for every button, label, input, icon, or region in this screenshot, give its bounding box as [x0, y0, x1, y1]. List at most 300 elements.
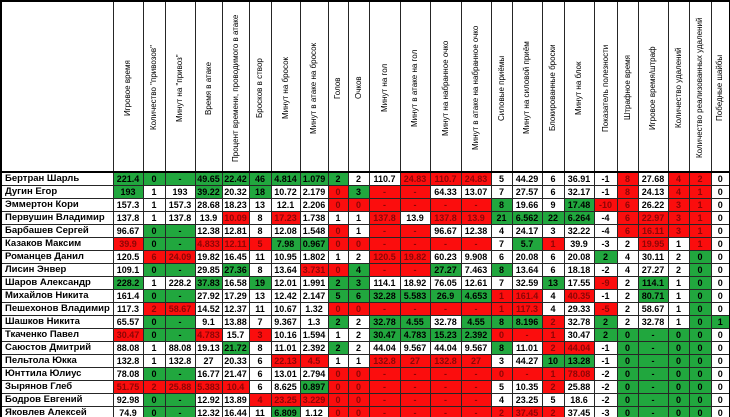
stat-cell[interactable]: - — [430, 303, 461, 316]
stat-cell[interactable]: 0 — [328, 303, 348, 316]
stat-cell[interactable]: 4 — [542, 303, 564, 316]
stat-cell[interactable]: - — [461, 238, 491, 251]
stat-cell[interactable]: 11.01 — [512, 342, 542, 355]
stat-cell[interactable]: -10 — [594, 199, 617, 212]
column-header[interactable] — [165, 1, 195, 172]
stat-cell[interactable]: 4.55 — [400, 316, 430, 329]
stat-cell[interactable]: 36.91 — [564, 172, 594, 186]
stat-cell[interactable]: 2 — [542, 381, 564, 394]
stat-cell[interactable]: 39.9 — [564, 238, 594, 251]
stat-cell[interactable]: 0 — [143, 394, 165, 407]
stat-cell[interactable]: - — [369, 238, 400, 251]
stat-cell[interactable]: 27 — [461, 355, 491, 368]
stat-cell[interactable]: 2 — [328, 316, 348, 329]
stat-cell[interactable]: 4 — [348, 264, 369, 277]
stat-cell[interactable]: 4.5 — [300, 355, 328, 368]
stat-cell[interactable]: 12.01 — [271, 277, 300, 290]
stat-cell[interactable]: 0 — [689, 407, 711, 417]
player-name-cell[interactable]: Пельтола Юкка — [1, 355, 113, 368]
column-header[interactable] — [668, 1, 689, 172]
stat-cell[interactable]: 1.3 — [300, 316, 328, 329]
stat-cell[interactable]: 25.88 — [564, 381, 594, 394]
stat-cell[interactable]: 6 — [491, 251, 512, 264]
stat-cell[interactable]: - — [369, 199, 400, 212]
stat-cell[interactable]: 12.32 — [195, 407, 222, 417]
stat-cell[interactable]: 49.65 — [195, 172, 222, 186]
column-header[interactable] — [271, 1, 300, 172]
stat-cell[interactable]: 12.1 — [271, 199, 300, 212]
stat-cell[interactable]: 0 — [711, 329, 730, 342]
stat-cell[interactable]: 8 — [617, 172, 638, 186]
stat-cell[interactable]: 2 — [348, 342, 369, 355]
stat-cell[interactable]: 193 — [113, 186, 143, 199]
stat-cell[interactable]: 137.8 — [113, 212, 143, 225]
stat-cell[interactable]: 32.78 — [369, 316, 400, 329]
stat-cell[interactable]: -4 — [594, 212, 617, 225]
stat-cell[interactable]: 1.991 — [300, 277, 328, 290]
stat-cell[interactable]: 0 — [711, 407, 730, 417]
stat-cell[interactable]: 18.18 — [564, 264, 594, 277]
stat-cell[interactable]: 0 — [711, 394, 730, 407]
player-name-cell[interactable]: Романцев Данил — [1, 251, 113, 264]
stat-cell[interactable]: 9.1 — [195, 316, 222, 329]
stat-cell[interactable]: 15.23 — [430, 329, 461, 342]
stat-cell[interactable]: 0.967 — [300, 238, 328, 251]
stat-cell[interactable]: 32.28 — [369, 290, 400, 303]
stat-cell[interactable]: - — [638, 342, 668, 355]
stat-cell[interactable]: 0 — [711, 277, 730, 290]
player-name-cell[interactable]: Бертран Шарль — [1, 172, 113, 186]
stat-cell[interactable]: - — [638, 329, 668, 342]
stat-cell[interactable]: -1 — [594, 290, 617, 303]
stat-cell[interactable]: 2.794 — [300, 368, 328, 381]
stat-cell[interactable]: 2 — [328, 172, 348, 186]
stat-cell[interactable]: 30.47 — [564, 329, 594, 342]
stat-cell[interactable]: 0 — [328, 381, 348, 394]
stat-cell[interactable]: 10.09 — [222, 212, 249, 225]
stat-cell[interactable]: 7 — [249, 316, 271, 329]
stat-cell[interactable]: - — [400, 407, 430, 417]
stat-cell[interactable]: 0 — [348, 303, 369, 316]
stat-cell[interactable]: -1 — [594, 186, 617, 199]
stat-cell[interactable]: - — [638, 368, 668, 381]
stat-cell[interactable]: 4.55 — [461, 316, 491, 329]
stat-cell[interactable]: 161.4 — [113, 290, 143, 303]
stat-cell[interactable]: 228.2 — [165, 277, 195, 290]
stat-cell[interactable]: 0 — [617, 394, 638, 407]
stat-cell[interactable]: 2 — [617, 303, 638, 316]
stat-cell[interactable]: 10.95 — [271, 251, 300, 264]
stat-cell[interactable]: 1 — [668, 303, 689, 316]
stat-cell[interactable]: 39.9 — [113, 238, 143, 251]
stat-cell[interactable]: - — [400, 238, 430, 251]
stat-cell[interactable]: 16.45 — [222, 251, 249, 264]
stat-cell[interactable]: - — [165, 264, 195, 277]
stat-cell[interactable]: - — [369, 186, 400, 199]
stat-cell[interactable]: 17.48 — [564, 199, 594, 212]
stat-cell[interactable]: 16.11 — [638, 225, 668, 238]
stat-cell[interactable]: 2 — [348, 329, 369, 342]
stat-cell[interactable]: 0 — [689, 394, 711, 407]
stat-cell[interactable]: 8 — [491, 316, 512, 329]
stat-cell[interactable]: 157.3 — [113, 199, 143, 212]
stat-cell[interactable]: 2 — [328, 342, 348, 355]
player-name-cell[interactable]: Юнттила Юлиус — [1, 368, 113, 381]
stat-cell[interactable]: 8 — [491, 199, 512, 212]
stat-cell[interactable]: 11.01 — [271, 342, 300, 355]
column-header[interactable] — [638, 1, 668, 172]
stat-cell[interactable]: 6 — [542, 172, 564, 186]
stat-cell[interactable]: 114.1 — [369, 277, 400, 290]
stat-cell[interactable]: 8 — [617, 186, 638, 199]
column-header[interactable] — [143, 1, 165, 172]
stat-cell[interactable]: 92.98 — [113, 394, 143, 407]
stat-cell[interactable]: 4 — [491, 225, 512, 238]
stat-cell[interactable]: 4 — [249, 394, 271, 407]
stat-cell[interactable]: 0 — [668, 368, 689, 381]
stat-cell[interactable]: 4.783 — [400, 329, 430, 342]
stat-cell[interactable]: - — [165, 394, 195, 407]
stat-cell[interactable]: 32.78 — [430, 316, 461, 329]
stat-cell[interactable]: 44.04 — [564, 342, 594, 355]
stat-cell[interactable]: 0 — [711, 186, 730, 199]
stat-cell[interactable]: - — [400, 186, 430, 199]
stat-cell[interactable]: 0 — [689, 329, 711, 342]
stat-cell[interactable]: 1 — [668, 238, 689, 251]
stat-cell[interactable]: 4 — [542, 290, 564, 303]
stat-cell[interactable]: 2 — [594, 251, 617, 264]
stat-cell[interactable]: 0 — [689, 251, 711, 264]
stat-cell[interactable]: 7.463 — [461, 264, 491, 277]
stat-cell[interactable]: 1.548 — [300, 225, 328, 238]
stat-cell[interactable]: - — [512, 368, 542, 381]
stat-cell[interactable]: 10.72 — [271, 186, 300, 199]
stat-cell[interactable]: - — [430, 238, 461, 251]
stat-cell[interactable]: 37.83 — [195, 277, 222, 290]
stat-cell[interactable]: - — [165, 172, 195, 186]
stat-cell[interactable]: 14.52 — [195, 303, 222, 316]
stat-cell[interactable]: 1 — [542, 368, 564, 381]
player-name-cell[interactable]: Зырянов Глеб — [1, 381, 113, 394]
stat-cell[interactable]: 40.35 — [564, 290, 594, 303]
stat-cell[interactable]: - — [430, 381, 461, 394]
stat-cell[interactable]: 2.392 — [461, 329, 491, 342]
stat-cell[interactable]: 6 — [617, 212, 638, 225]
stat-cell[interactable]: - — [165, 316, 195, 329]
stat-cell[interactable]: 2 — [617, 290, 638, 303]
stat-cell[interactable]: 7 — [491, 186, 512, 199]
stat-cell[interactable]: 0 — [689, 290, 711, 303]
stat-cell[interactable]: 16.44 — [222, 407, 249, 417]
stat-cell[interactable]: 1 — [143, 277, 165, 290]
stat-cell[interactable]: - — [461, 394, 491, 407]
column-header[interactable] — [348, 1, 369, 172]
player-name-cell[interactable]: Эммертон Кори — [1, 199, 113, 212]
stat-cell[interactable]: 26.9 — [430, 290, 461, 303]
stat-cell[interactable]: - — [400, 368, 430, 381]
stat-cell[interactable]: 4 — [617, 251, 638, 264]
stat-cell[interactable]: 4 — [668, 172, 689, 186]
stat-cell[interactable]: 0 — [668, 342, 689, 355]
stat-cell[interactable]: - — [165, 329, 195, 342]
stat-cell[interactable]: 8 — [249, 212, 271, 225]
stat-cell[interactable]: - — [638, 381, 668, 394]
stat-cell[interactable]: 39.22 — [195, 186, 222, 199]
stat-cell[interactable]: 8 — [249, 225, 271, 238]
stat-cell[interactable]: 0 — [143, 238, 165, 251]
stat-cell[interactable]: 20.32 — [222, 186, 249, 199]
stat-cell[interactable]: 18.6 — [564, 394, 594, 407]
stat-cell[interactable]: 1 — [668, 277, 689, 290]
stat-cell[interactable]: 5 — [249, 238, 271, 251]
stat-cell[interactable]: 4 — [617, 264, 638, 277]
stat-cell[interactable]: 32.17 — [564, 186, 594, 199]
stat-cell[interactable]: 96.67 — [430, 225, 461, 238]
stat-cell[interactable]: 13.88 — [222, 316, 249, 329]
stat-cell[interactable]: 1.738 — [300, 212, 328, 225]
stat-cell[interactable]: 15.7 — [222, 329, 249, 342]
stat-cell[interactable]: 27.36 — [222, 264, 249, 277]
stat-cell[interactable]: -3 — [594, 407, 617, 417]
stat-cell[interactable]: -1 — [594, 172, 617, 186]
stat-cell[interactable]: - — [400, 264, 430, 277]
stat-cell[interactable]: 132.8 — [430, 355, 461, 368]
player-name-cell[interactable]: Казаков Максим — [1, 238, 113, 251]
stat-cell[interactable]: 27.27 — [430, 264, 461, 277]
stat-cell[interactable]: 0 — [711, 303, 730, 316]
stat-cell[interactable]: 228.2 — [113, 277, 143, 290]
stat-cell[interactable]: 2 — [617, 238, 638, 251]
stat-cell[interactable]: 0 — [143, 329, 165, 342]
stat-cell[interactable]: 1 — [542, 238, 564, 251]
stat-cell[interactable]: 0 — [143, 368, 165, 381]
stat-cell[interactable]: 110.7 — [369, 172, 400, 186]
stat-cell[interactable]: 2 — [491, 407, 512, 417]
stat-cell[interactable]: 6 — [249, 355, 271, 368]
stat-cell[interactable]: -2 — [594, 264, 617, 277]
stat-cell[interactable]: 46 — [249, 172, 271, 186]
stat-cell[interactable]: 3 — [491, 355, 512, 368]
stat-cell[interactable]: 0 — [491, 368, 512, 381]
stat-cell[interactable]: 13.64 — [512, 264, 542, 277]
stat-cell[interactable]: - — [369, 303, 400, 316]
stat-cell[interactable]: 2 — [594, 316, 617, 329]
stat-cell[interactable]: 2 — [542, 407, 564, 417]
stat-cell[interactable]: 2 — [542, 342, 564, 355]
stat-cell[interactable]: 12.38 — [461, 225, 491, 238]
column-header[interactable] — [430, 1, 461, 172]
stat-cell[interactable]: 3 — [348, 186, 369, 199]
stat-cell[interactable]: 0 — [348, 368, 369, 381]
stat-cell[interactable]: - — [638, 394, 668, 407]
stat-cell[interactable]: 2.392 — [300, 342, 328, 355]
stat-cell[interactable]: - — [400, 199, 430, 212]
stat-cell[interactable]: -5 — [594, 303, 617, 316]
stat-cell[interactable]: 13.9 — [195, 212, 222, 225]
stat-cell[interactable]: 2 — [348, 251, 369, 264]
player-name-cell[interactable]: Саюстов Дмитрий — [1, 342, 113, 355]
stat-cell[interactable]: 11 — [249, 251, 271, 264]
stat-cell[interactable]: 1 — [328, 251, 348, 264]
stat-cell[interactable]: - — [430, 199, 461, 212]
stat-cell[interactable]: 60.23 — [430, 251, 461, 264]
stat-cell[interactable]: 78.08 — [113, 368, 143, 381]
stat-cell[interactable]: 13.89 — [222, 394, 249, 407]
stat-cell[interactable]: 6 — [348, 290, 369, 303]
stat-cell[interactable]: 0 — [711, 199, 730, 212]
stat-cell[interactable]: 13 — [249, 290, 271, 303]
stat-cell[interactable]: 0 — [348, 199, 369, 212]
stat-cell[interactable]: 5 — [328, 290, 348, 303]
stat-cell[interactable]: 32.22 — [564, 225, 594, 238]
stat-cell[interactable]: 1 — [689, 212, 711, 225]
stat-cell[interactable]: 9.567 — [461, 342, 491, 355]
stat-cell[interactable]: 7.98 — [271, 238, 300, 251]
stat-cell[interactable]: 22.42 — [222, 172, 249, 186]
stat-cell[interactable]: 58.67 — [165, 303, 195, 316]
stat-cell[interactable]: 110.7 — [430, 172, 461, 186]
stat-cell[interactable]: - — [638, 407, 668, 417]
player-name-cell[interactable]: Лисин Энвер — [1, 264, 113, 277]
stat-cell[interactable]: - — [430, 394, 461, 407]
stat-cell[interactable]: 2 — [328, 277, 348, 290]
stat-cell[interactable]: - — [461, 199, 491, 212]
stat-cell[interactable]: 44.27 — [512, 355, 542, 368]
stat-cell[interactable]: 0 — [143, 290, 165, 303]
stat-cell[interactable]: 13.64 — [271, 264, 300, 277]
stat-cell[interactable]: 2.179 — [300, 186, 328, 199]
stat-cell[interactable]: -4 — [594, 225, 617, 238]
stat-cell[interactable]: 21 — [491, 212, 512, 225]
corner-cell[interactable] — [1, 1, 113, 172]
player-name-cell[interactable]: Барбашев Сергей — [1, 225, 113, 238]
stat-cell[interactable]: - — [369, 225, 400, 238]
stat-cell[interactable]: 0 — [617, 342, 638, 355]
stat-cell[interactable]: 0 — [617, 407, 638, 417]
stat-cell[interactable]: 0 — [143, 264, 165, 277]
stat-cell[interactable]: 78.08 — [564, 368, 594, 381]
stat-cell[interactable]: - — [400, 303, 430, 316]
stat-cell[interactable]: 19.66 — [512, 199, 542, 212]
column-header[interactable] — [195, 1, 222, 172]
stat-cell[interactable]: 13.01 — [271, 368, 300, 381]
stat-cell[interactable]: 1 — [328, 212, 348, 225]
stat-cell[interactable]: - — [461, 303, 491, 316]
stat-cell[interactable]: -3 — [594, 238, 617, 251]
stat-cell[interactable]: 0 — [328, 264, 348, 277]
stat-cell[interactable]: 44.29 — [512, 172, 542, 186]
stat-cell[interactable]: 19 — [249, 277, 271, 290]
stat-cell[interactable]: 5 — [491, 172, 512, 186]
stat-cell[interactable]: 0 — [348, 238, 369, 251]
stat-cell[interactable]: 0 — [328, 368, 348, 381]
stat-cell[interactable]: 0 — [711, 381, 730, 394]
column-header[interactable] — [400, 1, 430, 172]
stat-cell[interactable]: - — [461, 381, 491, 394]
stat-cell[interactable]: 24.83 — [461, 172, 491, 186]
stat-cell[interactable]: 6.809 — [271, 407, 300, 417]
stat-cell[interactable]: 12.38 — [195, 225, 222, 238]
player-name-cell[interactable]: Бодров Евгений — [1, 394, 113, 407]
stat-cell[interactable]: 13.9 — [400, 212, 430, 225]
stat-cell[interactable]: 2 — [617, 316, 638, 329]
stat-cell[interactable]: 0.897 — [300, 381, 328, 394]
stat-cell[interactable]: 74.9 — [113, 407, 143, 417]
stat-cell[interactable]: 3 — [668, 225, 689, 238]
stat-cell[interactable]: 0 — [668, 329, 689, 342]
stat-cell[interactable]: 109.1 — [113, 264, 143, 277]
stat-cell[interactable]: - — [461, 368, 491, 381]
stat-cell[interactable]: 0 — [668, 381, 689, 394]
stat-cell[interactable]: 1 — [348, 225, 369, 238]
stat-cell[interactable]: 2 — [617, 277, 638, 290]
stat-cell[interactable]: 58.67 — [638, 303, 668, 316]
stat-cell[interactable]: 27 — [400, 355, 430, 368]
column-header[interactable] — [491, 1, 512, 172]
stat-cell[interactable]: -2 — [594, 381, 617, 394]
stat-cell[interactable]: 0 — [711, 251, 730, 264]
stat-cell[interactable]: 18 — [249, 186, 271, 199]
stat-cell[interactable]: - — [369, 264, 400, 277]
stat-cell[interactable]: 1 — [143, 212, 165, 225]
player-name-cell[interactable]: Пешехонов Владимир — [1, 303, 113, 316]
stat-cell[interactable]: 12.81 — [222, 225, 249, 238]
column-header[interactable] — [222, 1, 249, 172]
stat-cell[interactable]: 9 — [542, 199, 564, 212]
stat-cell[interactable]: - — [369, 394, 400, 407]
stat-cell[interactable]: 2 — [143, 381, 165, 394]
stat-cell[interactable]: 120.5 — [369, 251, 400, 264]
stat-cell[interactable]: 44.04 — [430, 342, 461, 355]
stat-cell[interactable]: 9.908 — [461, 251, 491, 264]
stat-cell[interactable]: - — [638, 355, 668, 368]
stat-cell[interactable]: 24.13 — [638, 186, 668, 199]
stat-cell[interactable]: 3 — [249, 329, 271, 342]
stat-cell[interactable]: 1 — [491, 290, 512, 303]
column-header[interactable] — [249, 1, 271, 172]
stat-cell[interactable]: 12.92 — [195, 394, 222, 407]
stat-cell[interactable]: 25.88 — [165, 381, 195, 394]
stat-cell[interactable]: - — [461, 407, 491, 417]
stat-cell[interactable]: 0 — [711, 225, 730, 238]
stat-cell[interactable]: - — [400, 225, 430, 238]
stat-cell[interactable]: - — [512, 329, 542, 342]
stat-cell[interactable]: 17.55 — [564, 277, 594, 290]
stat-cell[interactable]: -2 — [594, 394, 617, 407]
stat-cell[interactable]: 1 — [491, 303, 512, 316]
stat-cell[interactable]: 8 — [249, 342, 271, 355]
stat-cell[interactable]: 0 — [689, 303, 711, 316]
stat-cell[interactable]: 0 — [348, 394, 369, 407]
stat-cell[interactable]: 6.562 — [512, 212, 542, 225]
stat-cell[interactable]: 19.82 — [400, 251, 430, 264]
stat-cell[interactable]: 27.92 — [195, 290, 222, 303]
stat-cell[interactable]: 6 — [542, 186, 564, 199]
stat-cell[interactable]: 117.3 — [113, 303, 143, 316]
stat-cell[interactable]: 1 — [689, 199, 711, 212]
stat-cell[interactable]: 32.78 — [564, 316, 594, 329]
stat-cell[interactable]: 37.45 — [564, 407, 594, 417]
stat-cell[interactable]: 12.42 — [271, 290, 300, 303]
stat-cell[interactable]: 8.196 — [512, 316, 542, 329]
column-header[interactable] — [617, 1, 638, 172]
stat-cell[interactable]: 161.4 — [512, 290, 542, 303]
stat-cell[interactable]: 4 — [491, 394, 512, 407]
stat-cell[interactable]: 19.82 — [195, 251, 222, 264]
stat-cell[interactable]: 5.7 — [512, 238, 542, 251]
stat-cell[interactable]: 0 — [711, 238, 730, 251]
stat-cell[interactable]: 193 — [165, 186, 195, 199]
